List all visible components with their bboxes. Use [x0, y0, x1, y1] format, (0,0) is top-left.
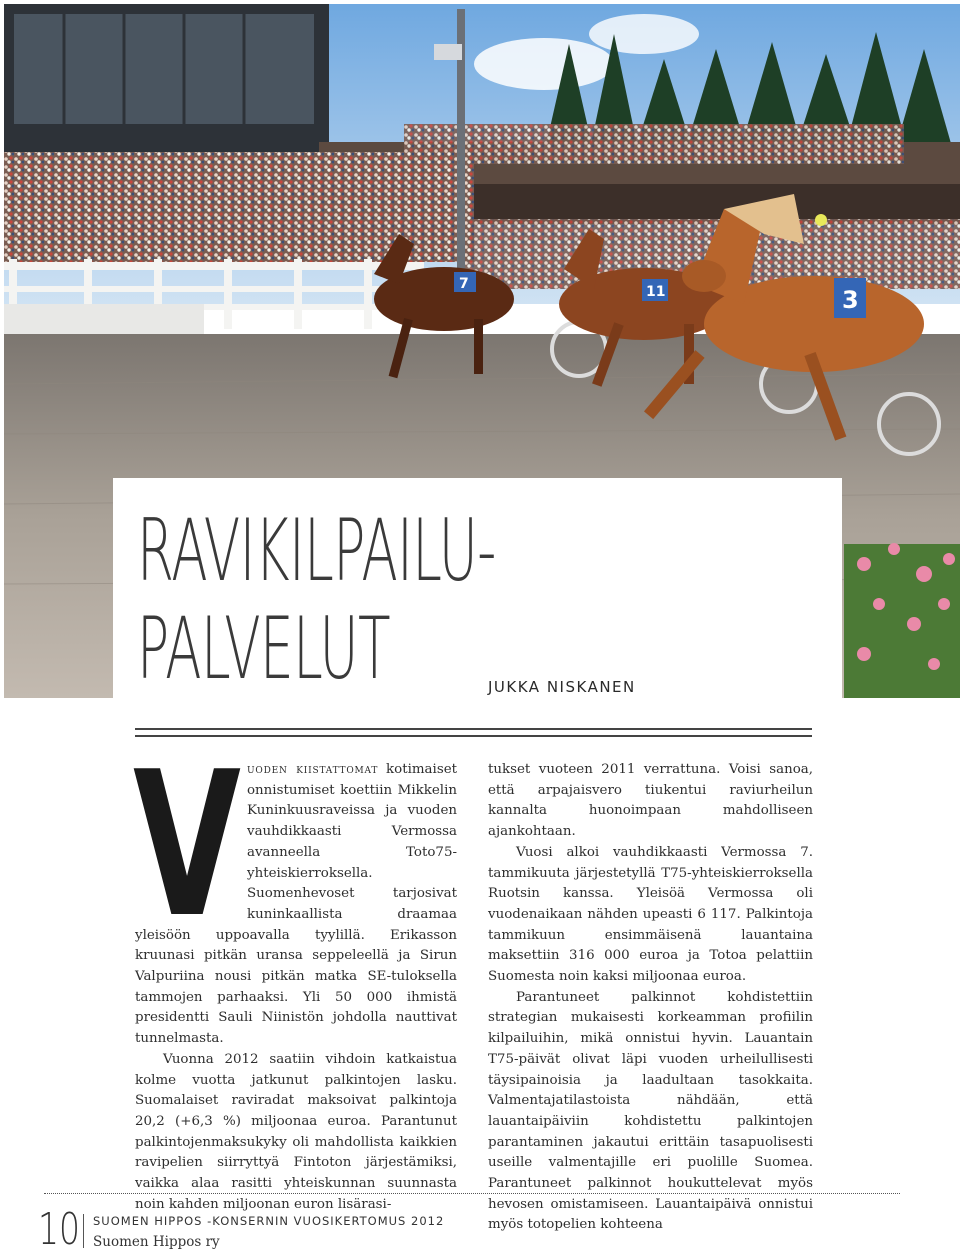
drop-cap [133, 764, 241, 916]
paragraph-2: Vuonna 2012 saatiin vihdoin katkaistua kolme vuotta jatkunut palkintojen lasku. Suomalaiset raviradat maksoivat palkintoja 20,2 (+6,3 %) miljoonaa euroa. Parantunut palkintojenmaksukyky oli mahdollista kaikkien ravipelien siirryttyä Fintoton järjestämiksi, vaikka alaa rasitti yhteiskunnan suunnasta noin kahden miljoonan euron lisärasi- [135, 1051, 457, 1212]
paragraph-5: Parantuneet palkinnot kohdistettiin strategian mukaisesti korkeamman profiilin kilpailuihin, mikä onnistui hyvin. Lauantain T75-päivät olivat läpi vuoden urheilullisesti täysipainoisia ja laadultaan tasokkaita. Valmentajatilastoista nähdään, että lauantaipäiviin kohdistettu palkintojen parantaminen jakautui erittäin tasapuolisesti useille valmentajille eri puolille Suomea. Parantuneet palkinnot houkuttelevat myös hevosen omistamiseen. Lauantaipäivä onnistui myös totopelien kohteena [488, 989, 813, 1233]
publisher-name: Suomen Hippos ry [93, 1234, 220, 1250]
title-line-2: PALVELUT [137, 599, 390, 699]
svg-text:11: 11 [646, 284, 666, 300]
left-text-column [135, 760, 457, 1215]
divider-rule-top [135, 728, 812, 730]
paragraph-4: Vuosi alkoi vauhdikkaasti Vermossa 7. tammikuuta järjestetyllä T75-yhteiskierroksella Ruotsin kanssa. Yleisöä Vermossa oli vuodenaikaan nähden upeasti 6 117. Palkintoja tammikuun ensimmäisenä lauantaina maksettiin 316 000 euroa ja Totoa pelattiin Suomesta noin kaksi miljoonaa euroa. [488, 844, 813, 985]
svg-text:7: 7 [459, 276, 469, 292]
page-number: 10 [38, 1204, 80, 1255]
paragraph-1-text: kotimaiset onnistumiset koettiin Mikkelin Kuninkuusraveissa ja vuoden vauhdikkaasti Vermossa avanneella Toto75-yhteiskierroksella. Suomenhevoset tarjosivat kuninkaallista draamaa yleisöön uppoavalla tyylillä. Erikasson kruunasi pitkän uransa seppeleellä ja Sirun Valpuriina nousi pitkän matka SE-tuloksella tammojen parhaaksi. Yli 50 000 ihmistä presidentti Sauli Niinistön johdolla nauttivat tunnelmasta. [135, 762, 457, 1047]
title-line-1: RAVIKILPAILU- [137, 501, 496, 601]
report-title: SUOMEN HIPPOS -KONSERNIN VUOSIKERTOMUS 2012 [93, 1214, 445, 1228]
right-text-column [488, 760, 813, 1236]
svg-text:V: V [133, 764, 241, 916]
svg-text:3: 3 [842, 286, 859, 314]
lead-in-smallcaps: uoden kiistattomat [247, 762, 379, 777]
divider-rule-bottom [135, 735, 812, 737]
page-title [137, 502, 496, 698]
title-panel [113, 478, 842, 698]
author-byline: JUKKA NISKANEN [488, 678, 636, 696]
footer-divider [83, 1214, 84, 1248]
footer-dotted-rule [44, 1193, 900, 1194]
drop-cap-glyph [133, 764, 241, 916]
paragraph-3: tukset vuoteen 2011 verrattuna. Voisi sanoa, että arpajaisvero tiukentui raviurheilun kannalta huonoimpaan mahdolliseen ajankohtaan. [488, 762, 813, 840]
